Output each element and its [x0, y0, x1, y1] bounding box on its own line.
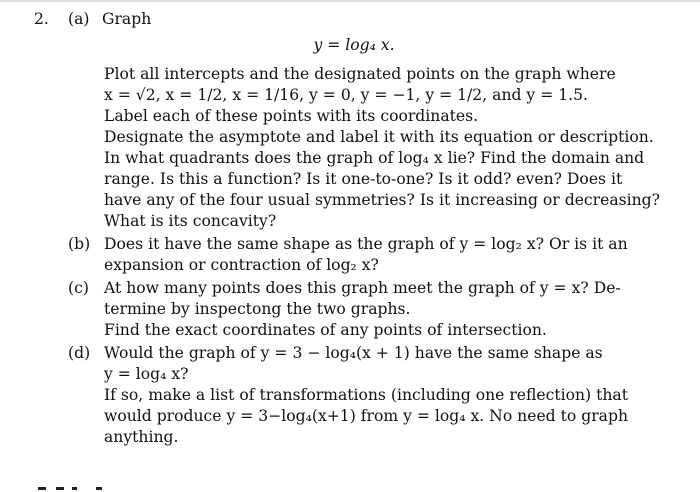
text-line: Label each of these points with its coordinates. — [104, 107, 479, 125]
part-d-text — [104, 343, 674, 448]
cut-off-next-line — [38, 478, 148, 492]
text-line: Designate the asymptote and label it with its equation or description. — [104, 128, 654, 146]
part-d-label: (d) — [68, 344, 91, 362]
text-line: What is its concavity? — [104, 212, 277, 230]
top-border — [0, 0, 700, 2]
problem-2 — [34, 9, 674, 448]
text-line: If so, make a list of transformations (including one reflection) that — [104, 386, 628, 404]
part-d — [34, 343, 674, 448]
text-line: would produce y = 3−log₄(x+1) from y = log₄ x. No need to graph — [104, 407, 628, 425]
text-line: range. Is this a function? Is it one-to-one? Is it odd? even? Does it — [104, 170, 623, 188]
text-line: expansion or contraction of log₂ x? — [104, 256, 379, 274]
part-a-equation: y = log₄ x. — [313, 36, 395, 54]
part-a-label: (a) — [68, 10, 90, 28]
part-a-heading: Graph — [102, 10, 152, 28]
text-line: Would the graph of y = 3 − log₄(x + 1) have the same shape as — [104, 344, 603, 362]
part-b — [34, 234, 674, 276]
text-line: have any of the four usual symmetries? Is it increasing or decreasing? — [104, 191, 661, 209]
text-line: Does it have the same shape as the graph of y = log₂ x? Or is it an — [104, 235, 628, 253]
part-a-header — [34, 9, 674, 30]
text-line: termine by inspectong the two graphs. — [104, 300, 411, 318]
problem-number: 2. — [34, 10, 49, 28]
part-b-text — [104, 234, 674, 276]
part-c — [34, 278, 674, 341]
part-c-text — [104, 278, 674, 341]
text-line: At how many points does this graph meet the graph of y = x? De- — [104, 279, 621, 297]
part-b-label: (b) — [68, 235, 91, 253]
text-line: y = log₄ x? — [104, 365, 189, 383]
part-a-text — [104, 64, 674, 232]
part-c-label: (c) — [68, 279, 89, 297]
text-line: Plot all intercepts and the designated points on the graph where — [104, 65, 616, 83]
text-line: anything. — [104, 428, 179, 446]
text-line: Find the exact coordinates of any points of intersection. — [104, 321, 547, 339]
text-line: In what quadrants does the graph of log₄ x lie? Find the domain and — [104, 149, 645, 167]
text-line: x = √2, x = 1/2, x = 1/16, y = 0, y = −1, y = 1/2, and y = 1.5. — [104, 86, 588, 104]
